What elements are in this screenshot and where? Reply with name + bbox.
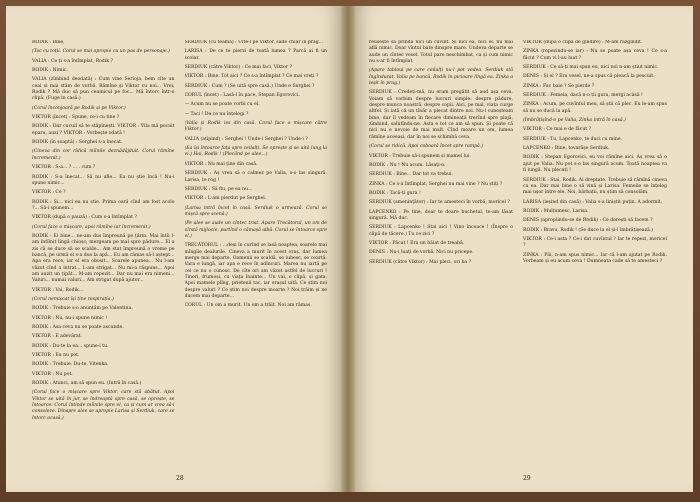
right-page-column-1 <box>369 40 513 464</box>
book-gutter <box>341 6 355 492</box>
stage-direction: (Pe alee se aude un cîntec trist. Apare Trecătorul, un om de vîrstă mijlocie, purtînd o cămașă albă. Corul se întoarce spre el.) <box>184 221 327 239</box>
dialogue-line: DENIS : Și el ? Era vesel, ne-a spus că pleacă la pescuit. <box>523 74 655 80</box>
dialogue-line: SERDIUK : Aș vrea să o calmez pe Valia, s-o las singură. Larisa, te rog ! <box>184 171 327 183</box>
dialogue-line: VIKTOR : Vai, Rodik... <box>32 287 84 293</box>
dialogue-line: RODIK : Asa ceva nu se poate ascunde. <box>32 325 124 331</box>
dialogue-line: VIKTOR : Ce-i asta ? Ce-i dat cuvîntul ? Iar te repezi, moricel ? <box>523 236 667 249</box>
dialogue-line: ZINKA : Fac baie ? Se pierde ? <box>523 83 595 89</box>
dialogue-line: RODIK : Atunci, am să spun eu. (Intră în casă.) <box>32 381 142 387</box>
dialogue-line: VIKTOR (încet) : Spune, ce-i cu tine ? <box>32 115 120 121</box>
dialogue-line: VIKTOR : S-a... ? ... . cum ? <box>32 165 96 171</box>
dialogue-line: RODIK : Trebuie. Du-te, Vitenka. <box>32 362 109 368</box>
dialogue-line: RODIK : Ei bine... ne-am dus împreună pe țărm. Mai întîi l-am întîlnit lîngă chioșc; mergeam pe mal spre pădure... El a zis că se duce să se scalde... Am stat împreună o vreme pe bancă, pe urmă el s-a dus la apă... Eu am rămas să-l aștept... Apa era rece, iar el era obosit... Soarele apunea... Nu l-am văzut cînd a intrat... L-am strigat... Nu mi-a răspuns... Apoi am auzit un țipăt... M-am repezit... Dar nu mai era nimeni... Valuri... numai valuri... Am strigat după ajutor... <box>32 233 175 284</box>
dialogue-line: RODIK : Dar cucuiî să te stăpînești. VIKTOR : Vila mă pocnit eparu, auzi ? VIKTOR : Vorbește odată ! <box>32 124 175 136</box>
stage-direction: (Apare tabloul pe care ceilalți nu-l pot vedea. Serdiuk stă îngîndurat, Valia pe bancă, Rodik în picioare lîngă ea. Zinka a ieșit în prag.) <box>369 68 513 87</box>
page-number-right: 29 <box>523 475 531 482</box>
dialogue-line: LARISA (ieșind din casă) : Valia s-a liniștit puțin. A adormit. <box>523 199 663 205</box>
dialogue-line: VALIA : Ce ți s-a întîmplat, Rodik ? <box>32 58 113 64</box>
left-page-column-1 <box>32 40 175 464</box>
dialogue-line: VIKTOR : Nu mai ține din casă. <box>184 161 258 167</box>
dialogue-line: VIKTOR : Ce mai e de făcut ? <box>523 127 592 133</box>
dialogue-line: SERDIUK : Cum ? (Se uită spre casă.) Unde e Serghei ? <box>184 83 315 89</box>
dialogue-line: RODIK (în șoaptă) : Serghei s-a înecat. <box>32 140 123 146</box>
dialogue-line: VIKTOR : Nu, nu-i spune nimic ! <box>32 315 108 321</box>
stage-direction: (Cineva din cor rîdică mîinile deznădăjduit. Corul rămîne încremenit.) <box>32 149 175 161</box>
dialogue-line: SERDIUK (către Viktor) : Mai pleci, ori ba ? <box>369 259 472 265</box>
dialogue-line: SERDIUK : Tu, Lapcenko, te duci cu mine. <box>523 136 623 142</box>
dialogue-line: — Taci ! De ce nu înțelegi ? <box>184 111 249 117</box>
dialogue-line: VIKTOR : Trebuie să-i spunem și mamei lui. <box>369 153 471 159</box>
dialogue-line: VIKTOR : Bine. Tot aici ? Ce s-a întîmplat ? Ce mai vreți ? <box>184 74 319 80</box>
dialogue-line: RODIK : Stepan Egorovici, eu voi rămîne aici. Aș vrea să o ajut pe Valia. Nu pot s-o las singură acum. Toată noaptea va fi lungă. Nu plecați ! <box>523 155 667 174</box>
dialogue-line: CORUL : Un om a murit. Un om a trăit. Noi am rămas. <box>184 303 312 309</box>
dialogue-line: VIKTOR : Nu pot. <box>32 371 73 377</box>
dialogue-line: RODIK : Bine. <box>32 40 65 45</box>
dialogue-line: VIKTOR : E adevărat. <box>32 334 83 340</box>
dialogue-line: SERDIUK : Stai, Rodik. Ai dreptate. Trebuie să rămînă cineva cu ea. Dar mai bine o să vină și Larisa. Femeile se înțeleg mai ușor între ele. Noi, bărbații, nu știm să consolăm. <box>523 177 667 196</box>
left-page-column-2 <box>185 40 328 464</box>
dialogue-line: SERDIUK : Credeți-mă, nu eram pregătit să aud așa ceva. Voiam să vorbim despre lucruri simple: despre pădure, despre munca noastră, despre copii. Aici, pe mal, viața curge altfel. Și iată că un tînăr a plecat dintre noi. Nu-l cunoșteam bine, dar îl vedeam în fiecare dimineață trecînd spre plajă, zîmbind, salutîndu-ne. Asta e tot ce am să spun. Și poate că nici nu e nevoie de mai mult. Cînd moare un om, lumea rămîne aceeași, dar în noi se schimbă ceva. <box>369 90 513 140</box>
left-page <box>6 6 341 492</box>
page-number-left: 28 <box>176 475 184 482</box>
dialogue-line: RODIK : Trebuie s-o anunțăm pe Valentina. <box>32 306 133 312</box>
dialogue-line: RODIK : Tacă-ți gura ! <box>369 190 421 196</box>
stage-direction: (Valia și Rodik ies din casă. Corul face o mișcare către Viktor.) <box>184 121 327 133</box>
dialogue-line: LAPCENKO : Bine, tovarășe Serdiuk. <box>523 146 610 152</box>
dialogue-line: VIKTOR (după o clipă de gîndire) : M-am răzgîndit. <box>523 40 643 45</box>
stage-direction: (Ea își întoarce fața spre ceilalți. Se oprește și se uită lung la ei.) Hai, Rodik ! (Plecând pe alee...) <box>184 146 327 158</box>
dialogue-line: VALIA (ațipind) : Serghei ! Unde-i Serghei ? Unde-i ? <box>184 136 308 142</box>
dialogue-line: VALIA (zîmbind deodată) : Cum vine Serioja, bem cîte un ceai și mai stăm de vorbă. Rămîne și Viktor cu noi... Vrei, Rodik ? Mă duc să pun ceainicul pe foc... Mă întorc într-o clipă. (Fuge in casă.) <box>32 77 175 102</box>
dialogue-line: RODIK : Bravo, Rodik ! (Se duce la el și-l îmbrățișează.) <box>523 227 654 233</box>
stage-direction: (Corul înconjoară pe Rodik și pe Viktor.) <box>32 105 126 111</box>
dialogue-line: ZINKA : Ce s-a întîmplat, Serghei nu mai vine ? Nu știți ? <box>369 181 503 187</box>
dialogue-line: VIKTOR (după o pauză) : Cum s-a întîmplat ? <box>32 215 137 221</box>
dialogue-line: ZINKA : Păi, n-am spus nimic... Iar că l-am ajutat pe Rodik. Vorbeam și eu acum ceva ! Dumneata cade să te amesteci ? <box>523 252 667 264</box>
stage-direction: (Îmbrățișînd-o pe Valia, Zinka intră în casă.) <box>523 118 626 124</box>
dialogue-line: — Acum nu se poate vorbi cu el. <box>184 102 260 108</box>
stage-direction: (Corul face o mișcare, apoi rămîne iar încremenit.) <box>32 224 151 230</box>
dialogue-line: SERDIUK : Bine... Dar tot va trebui. <box>369 172 453 178</box>
dialogue-line: VIKTOR : Păcat ! Era un băiat de treabă. <box>369 240 465 246</box>
dialogue-line: ZINKA (repezindu-se iar) : Nu se poate așa ceva ! Ce s-a făcut ? Cum vi l-au luat ? <box>523 49 667 61</box>
dialogue-line: VIKTOR : L-am pierdut pe Serghei. <box>184 196 267 202</box>
dialogue-line: RODIK : Nu ! Nu acum. Lăsați-o. <box>369 162 446 168</box>
dialogue-line: LAPCENKO : Pe tine, doar te doare buchetul, te-am lăsat singură. Mă duc. <box>369 209 513 221</box>
dialogue-line: RODIK : Nimic. <box>32 68 68 74</box>
dialogue-line: LARISA : De ce te pierzi de toată lumea ? Parcă ai fi un scolar. <box>184 49 327 61</box>
dialogue-line: RODIK : Și... nici ea nu știe. Prima oară cînd am fost acolo ?... Să-i spunem... <box>32 199 175 211</box>
dialogue-line: CORUL (încet) : Lasă-l în pace, Stepan Egorovici. <box>184 93 300 99</box>
dialogue-line: ZINKA : Acum, pe cuvîntul meu, să știi că plec. Eu le-am spus să nu se ducă la apă. <box>523 102 667 114</box>
dialogue-line: SERDIUK (amenințător) : Iar te amesteci în vorbă, moricel ? <box>369 200 510 206</box>
right-page <box>355 6 693 492</box>
stage-direction: (Corul nemișcat își ține respirația.) <box>32 297 114 302</box>
stage-direction: (Toc cu toții. Corul se mai apropie cu un pas de personaje.) <box>32 49 170 55</box>
dialogue-line: DENIS : Nu-i luați de vorbă. Nici nu pricepe. <box>369 250 474 256</box>
dialogue-line: RODIK : Du-te la ea... spune-i tu. <box>32 343 109 349</box>
dialogue-line: VIKTOR : Eu nu pot. <box>32 353 80 359</box>
dialogue-line: SERDIUK : Să fiu, pe ea nu... <box>184 186 253 192</box>
dialogue-line: RODIK : S-a înecat... Să nu afle... Ea nu știe încă ! Nu-i spune nimic... <box>32 174 175 186</box>
dialogue-line: reușește să prindă nici un cuvînt. Și nici ea, nici el, nu mai află nimic. Doar vîntul bate dinspre mare. Undeva departe se aude un cîntec vesel. Totul pare neschimbat, ca și cum nimic nu s-ar fi întîmplat. <box>369 40 513 65</box>
dialogue-line: RODIK : Mulțumesc, Larisa. <box>523 208 589 214</box>
stage-direction: (Corul face o mișcare spre Viktor, care stă abătut. Apoi Viktor se uită în jur, se îndreaptă spre casă, se oprește, se întoarce. Corul întinde mîinile spre el, ca și cum ar vrea să-l consoleze. Dinspre alee se apropie Larisa și Serdiuk, care se întorc acasă.) <box>32 390 175 421</box>
dialogue-line: SERDIUK (către Viktor) : Ce mai faci, Viktor ? <box>184 65 292 71</box>
dialogue-line: SERDIUK (cu teamă) : Uite-l pe Viktor, sade chiar în prag... <box>184 40 324 45</box>
right-page-column-2 <box>523 40 667 464</box>
dialogue-line: VIKTOR : Ce ? <box>32 190 66 196</box>
dialogue-line: SERDIUK : Lapcenko ! Stai aici ! Vino încoace ! (Înspre o clipă de tăcere.) Tu ce zici ? <box>369 225 513 237</box>
dialogue-line: DENIS (apropiindu-se de Rodik) : Ce dorești să facem ? <box>523 218 653 224</box>
stage-direction: (Corul se ridică. Apoi coboară încet spre rampă.) <box>369 144 484 150</box>
dialogue-line: SERDIUK : Femeia, dacă n-o ții gura, mergi acasă ! <box>523 93 643 99</box>
dialogue-line: TRECĂTORUL : ...deși în curînd se lasă noaptea, soarele mai mîngîie dealurile. Cineva a murit în acest oraș, dar lumea merge mai departe. Oamenii se scaldă, se iubesc, se ceartă. Vara e lungă, iar apa e rece în adîncuri. Marea nu iartă pe cei ce nu o cunosc. De cîte ori am văzut astfel de lucruri ! Tineri, frumoși, cu viața înainte... Un val, o clipă, și gata. Apoi mamele plîng, prietenii tac, iar orașul uită. Ce știm noi despre valuri ? Ce știm noi despre moarte ? Noi trăim și ne ducem mai departe... <box>184 243 327 299</box>
dialogue-line: SERDIUK : Ce să-ți mai spun eu, nici noi n-am știut nimic. <box>523 65 659 71</box>
stage-direction: (Larisa intră încet în casă. Serdiuk o urmează. Corul se mișcă spre scenă.) <box>184 205 327 217</box>
